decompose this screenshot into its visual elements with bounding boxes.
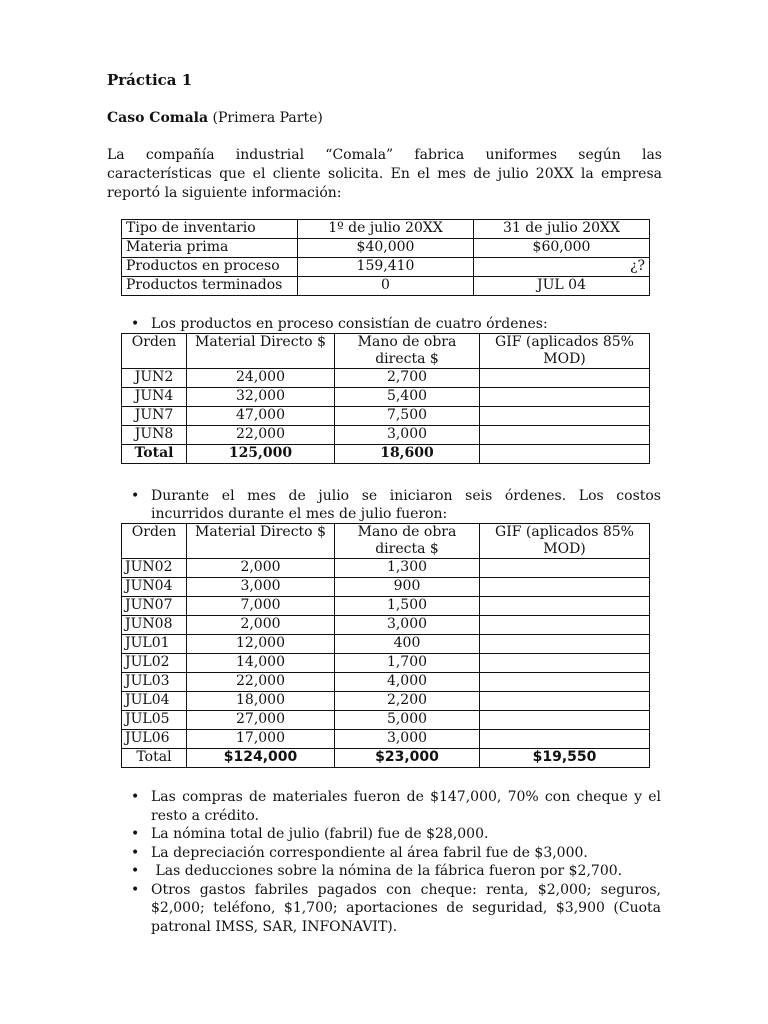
list-item-text: La nómina total de julio (fabril) fue de $28,000. [151,826,489,842]
table-cell: 17,000 [187,730,335,749]
table-row [122,239,650,258]
table-row [122,673,650,692]
table-cell [480,445,650,464]
table-cell: JUN4 [122,388,187,407]
july-orders-table [121,523,650,768]
table-cell [480,559,650,578]
table-total-row [122,445,650,464]
list-item [131,844,661,863]
table-row [122,388,650,407]
case-title: Caso Comala [107,110,209,126]
table-cell [480,597,650,616]
table-cell: 3,000 [335,616,480,635]
table-cell: 4,000 [335,673,480,692]
table-header-cell: Orden [122,524,187,559]
table-cell [480,369,650,388]
table-cell: $19,550 [480,749,650,768]
table-row [122,559,650,578]
table-cell: 125,000 [187,445,335,464]
table-cell: 47,000 [187,407,335,426]
intro-line: reportó la siguiente información: [107,185,342,201]
inventory-table [121,219,650,296]
bullet-icon: • [131,881,140,898]
table-cell: 22,000 [187,426,335,445]
table-cell: $60,000 [474,239,650,258]
table-cell: Total [122,749,187,768]
table-cell [480,407,650,426]
table-cell [480,654,650,673]
table-cell: JUN02 [122,559,187,578]
table-total-row [122,749,650,768]
table-cell: 22,000 [187,673,335,692]
table-header-row [122,524,650,559]
table-cell [480,730,650,749]
table-cell [480,692,650,711]
table-cell [480,711,650,730]
table-cell: 1,500 [335,597,480,616]
bullet-icon: • [131,826,140,842]
table-row [122,654,650,673]
table-header-cell: Material Directo $ [187,334,335,369]
table-header-row [122,334,650,369]
table-cell: 12,000 [187,635,335,654]
table-row [122,616,650,635]
table-row [122,730,650,749]
table-cell: JUL04 [122,692,187,711]
table-cell: Materia prima [122,239,298,258]
table-header-row [122,220,650,239]
table-cell: 3,000 [335,426,480,445]
bullet-icon: • [131,488,140,504]
table-cell: JUN07 [122,597,187,616]
bullet-icon: • [131,316,140,332]
table-cell: 900 [335,578,480,597]
table-row [122,578,650,597]
table-cell: 400 [335,635,480,654]
table-cell: Productos en proceso [122,258,298,277]
table-cell: 1,300 [335,559,480,578]
table-cell: JUN8 [122,426,187,445]
bullet-line: incurridos durante el mes de julio fueron: [151,506,448,522]
table-row [122,369,650,388]
table-cell: 1,700 [335,654,480,673]
table-cell [480,388,650,407]
list-item [131,881,661,937]
table-cell: JUL02 [122,654,187,673]
table-cell: 5,400 [335,388,480,407]
table-cell: 2,000 [187,616,335,635]
table-row [122,258,650,277]
table-cell [480,635,650,654]
table-cell: $23,000 [335,749,480,768]
list-item [131,788,661,825]
table-cell: 5,000 [335,711,480,730]
list-item [131,862,661,881]
table-cell: 32,000 [187,388,335,407]
table-cell [480,673,650,692]
intro-line: características que el cliente solicita. En el mes de julio 20XX la empresa [107,166,662,182]
table-header-cell: 1º de julio 20XX [298,220,474,239]
table-cell: 3,000 [335,730,480,749]
table-row [122,692,650,711]
page-title: Práctica 1 [107,71,193,89]
table-cell: JUL06 [122,730,187,749]
table-header-cell: Tipo de inventario [122,220,298,239]
table-header-cell: Mano de obra directa $ [335,334,480,369]
bullet-icon: • [131,863,140,879]
bullet-icon: • [131,789,140,805]
table-row [122,597,650,616]
table-cell: JUN2 [122,369,187,388]
list-item-text: La depreciación correspondiente al área fabril fue de $3,000. [151,844,588,861]
bullet-icon: • [131,844,140,861]
table-cell: 2,200 [335,692,480,711]
intro-paragraph [107,146,662,203]
table-cell: 27,000 [187,711,335,730]
table-cell: 2,000 [187,559,335,578]
table-cell: JUL01 [122,635,187,654]
list-item-text: Otros gastos fabriles pagados con cheque: renta, $2,000; seguros, $2,000; teléfono, $1,700; aportaciones de seguridad, $3,900 (Cuota patronal IMSS, SAR, INFONAVIT). [151,881,661,935]
table-cell: Total [122,445,187,464]
table-cell: 18,600 [335,445,480,464]
list-item [131,825,661,844]
table-cell: JUL 04 [474,277,650,296]
table-header-cell: Orden [122,334,187,369]
list-item-text: Las compras de materiales fueron de $147,000, 70% con cheque y el resto a crédito. [151,789,661,824]
table-cell: 7,500 [335,407,480,426]
table-row [122,426,650,445]
case-heading [107,109,323,128]
table-cell: 2,700 [335,369,480,388]
table-header-cell: Mano de obra directa $ [335,524,480,559]
table-header-cell: GIF (aplicados 85% MOD) [480,524,650,559]
table-cell: JUL05 [122,711,187,730]
table-row [122,635,650,654]
case-subtitle: (Primera Parte) [208,110,323,126]
table-cell: JUN04 [122,578,187,597]
table-header-cell: 31 de julio 20XX [474,220,650,239]
table-row [122,711,650,730]
table-cell: JUN08 [122,616,187,635]
table-row [122,407,650,426]
wip-orders-table [121,333,650,464]
table-cell: $40,000 [298,239,474,258]
table-row [122,277,650,296]
table-cell [480,616,650,635]
table-cell: 159,410 [298,258,474,277]
facts-list [131,788,661,936]
bullet-text [151,487,661,523]
list-item-text: Las deducciones sobre la nómina de la fábrica fueron por $2,700. [151,863,623,879]
table-cell: 18,000 [187,692,335,711]
table-cell: JUL03 [122,673,187,692]
bullet-text [151,315,661,333]
table-cell: 0 [298,277,474,296]
table-cell: 24,000 [187,369,335,388]
table-cell: JUN7 [122,407,187,426]
table-cell: $124,000 [187,749,335,768]
table-cell: 3,000 [187,578,335,597]
table-cell [480,426,650,445]
table-header-cell: Material Directo $ [187,524,335,559]
table-cell: Productos terminados [122,277,298,296]
table-cell: 14,000 [187,654,335,673]
table-cell: ¿? [474,258,650,277]
table-cell [480,578,650,597]
table-header-cell: GIF (aplicados 85% MOD) [480,334,650,369]
table-cell: 7,000 [187,597,335,616]
bullet-line: Los productos en proceso consistían de cuatro órdenes: [151,316,548,332]
intro-line: La compañía industrial “Comala” fabrica uniformes según las [107,147,662,163]
bullet-line: Durante el mes de julio se iniciaron seis órdenes. Los costos [151,488,661,504]
